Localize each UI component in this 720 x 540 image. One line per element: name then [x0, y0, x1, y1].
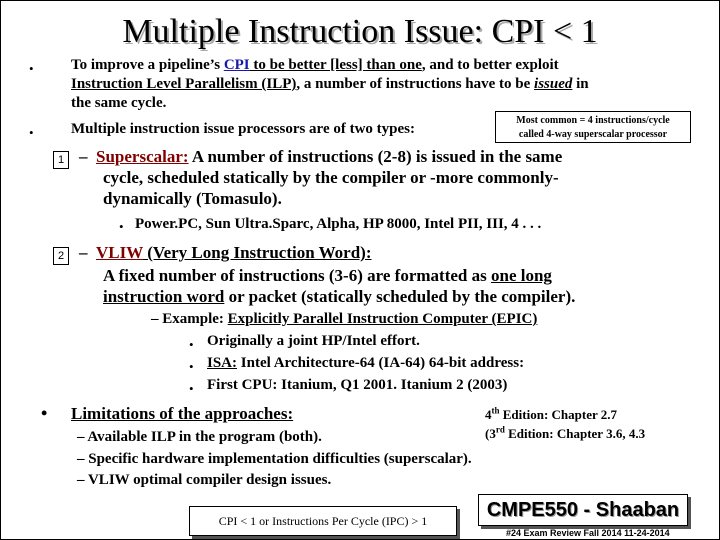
bullet-1-line-2: Instruction Level Parallelism (ILP), a number of instructions have to be issued in — [71, 76, 589, 92]
epic-detail-1: Originally a joint HP/Intel effort. — [207, 333, 420, 349]
sub-bullet-marker: • — [189, 381, 194, 396]
sub-bullet-marker: • — [189, 359, 194, 374]
course-banner: CMPE550 - Shaaban — [478, 494, 688, 526]
bullet-marker: • — [29, 61, 34, 76]
vliw-line-3: instruction word or packet (statically scheduled by the compiler). — [103, 287, 576, 306]
limitation-1: – Available ILP in the program (both). — [77, 429, 322, 445]
bullet-marker: • — [29, 125, 34, 140]
epic-detail-2: ISA: Intel Architecture-64 (IA-64) 64-bit address: — [207, 355, 525, 371]
cpi-ipc-box: CPI < 1 or Instructions Per Cycle (IPC) > 1 — [189, 506, 457, 536]
bullet-2-text: Multiple instruction issue processors are of two types: — [71, 121, 416, 137]
issue-width-note — [495, 111, 691, 143]
superscalar-line-2: cycle, scheduled statically by the compiler or -more commonly- — [103, 168, 559, 187]
limitation-2: – Specific hardware implementation difficulties (superscalar). — [77, 451, 472, 467]
sub-bullet-marker: • — [119, 219, 124, 234]
vliw-line-2: A fixed number of instructions (3-6) are formatted as one long — [103, 266, 552, 285]
bullet-1-line-3: the same cycle. — [71, 95, 167, 111]
slide-title: Multiple Instruction Issue: CPI < 1 — [122, 13, 598, 50]
vliw-line-1: – VLIW (Very Long Instruction Word): — [79, 243, 372, 262]
superscalar-examples: Power.PC, Sun Ultra.Sparc, Alpha, HP 8000, Intel PII, III, 4 . . . — [135, 216, 542, 232]
vliw-example: – Example: Explicitly Parallel Instruction Computer (EPIC) — [151, 311, 538, 327]
epic-detail-3: First CPU: Itanium, Q1 2001. Itanium 2 (2003) — [207, 377, 508, 393]
edition-ref-1: 4th Edition: Chapter 2.7 — [485, 405, 618, 422]
slide-footer: #24 Exam Review Fall 2014 11-24-2014 — [506, 528, 670, 538]
bullet-1-line-1: To improve a pipeline’s CPI to be better [less] than one, and to better exploit — [71, 57, 559, 73]
limitation-3: – VLIW optimal compiler design issues. — [77, 472, 332, 488]
edition-ref-2: (3rd Edition: Chapter 3.6, 4.3 — [485, 424, 646, 441]
note-line-2: called 4-way superscalar processor — [518, 129, 668, 140]
superscalar-line-1: – Superscalar: A number of instructions (2-8) is issued in the same — [79, 147, 563, 166]
type-number-box-2: 2 — [53, 247, 69, 265]
note-line-1: Most common = 4 instructions/cycle — [516, 115, 670, 126]
limitations-heading: Limitations of the approaches: — [71, 404, 294, 423]
sub-bullet-marker: • — [189, 337, 194, 352]
bullet-marker: • — [41, 403, 48, 423]
superscalar-line-3: dynamically (Tomasulo). — [103, 189, 282, 208]
type-number-box-1: 1 — [53, 151, 69, 169]
